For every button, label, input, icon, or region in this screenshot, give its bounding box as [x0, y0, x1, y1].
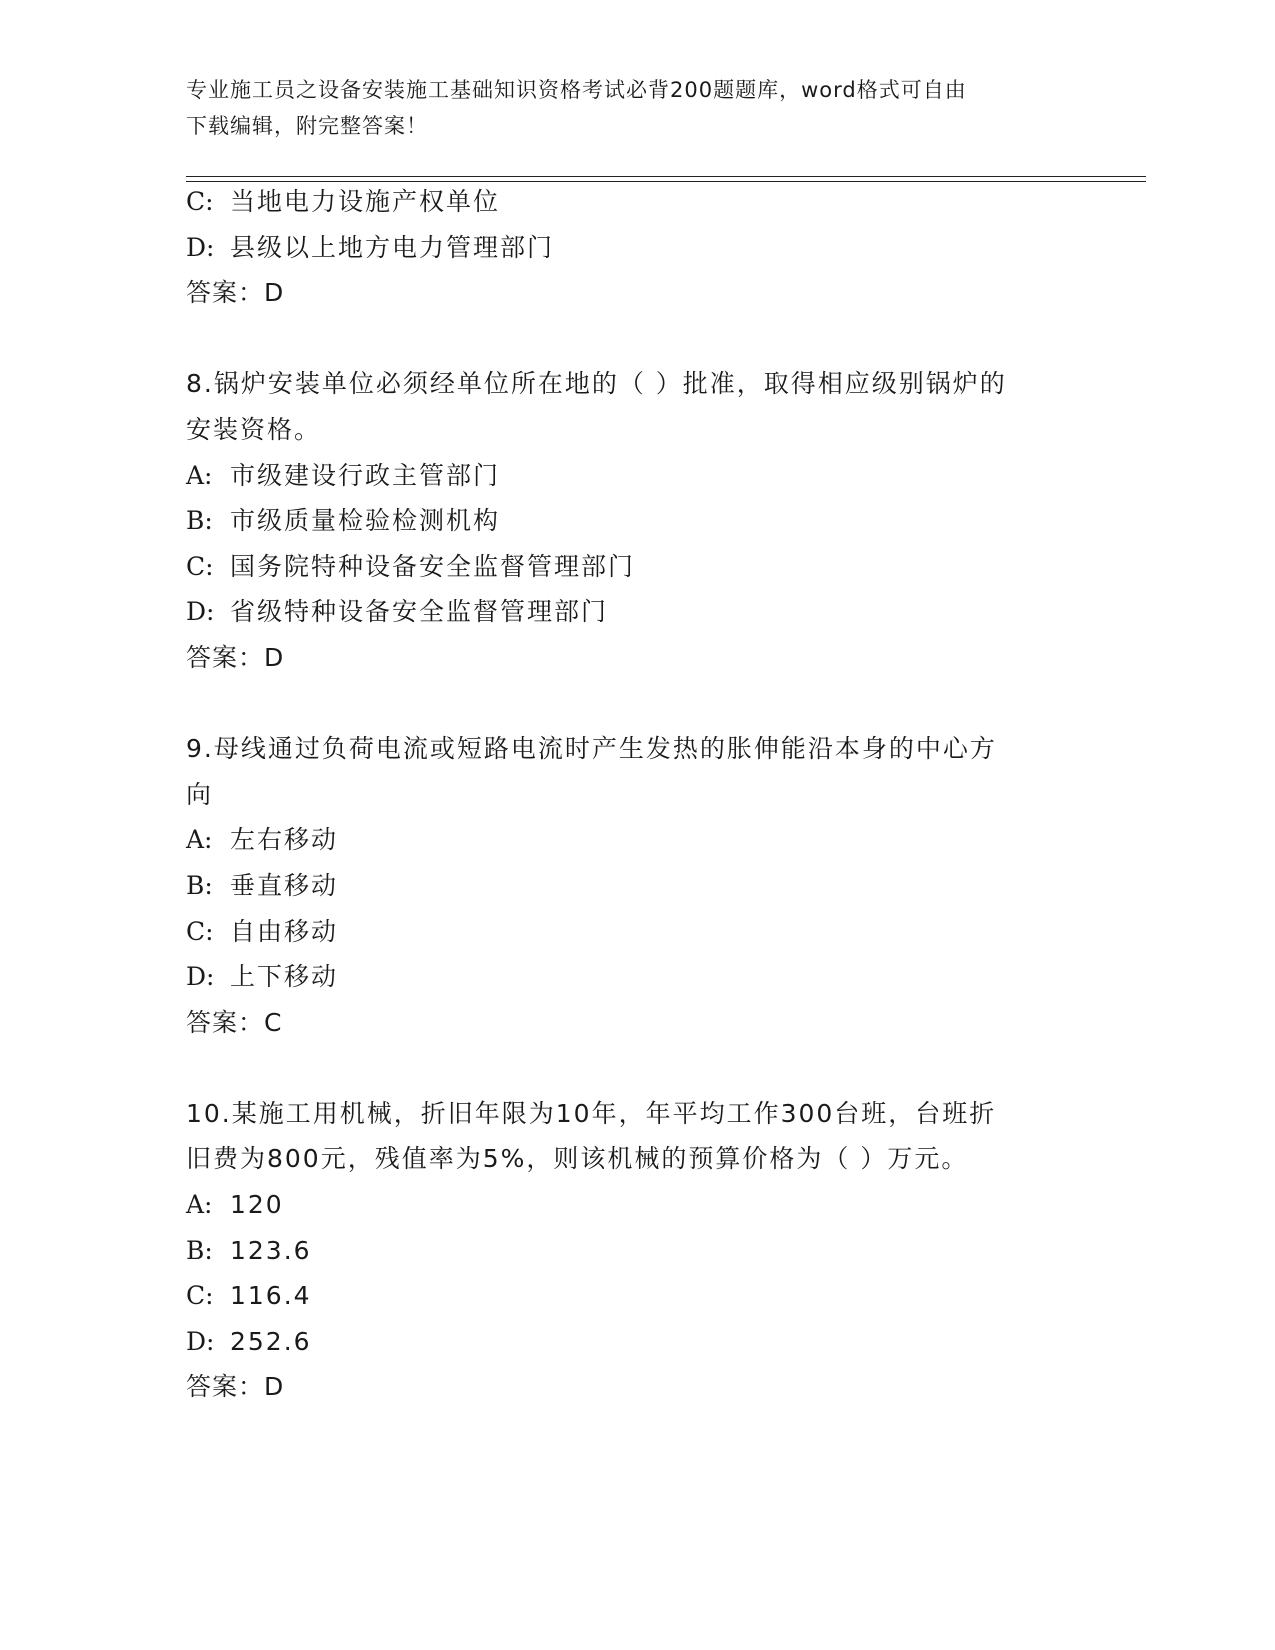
question-stem-line: 向 [186, 779, 214, 809]
option-label: B: [186, 506, 213, 536]
answer-line [186, 1000, 1086, 1046]
option-c [186, 909, 1086, 955]
option-b [186, 498, 1086, 544]
option-label: C: [186, 916, 214, 946]
question-9 [186, 726, 1086, 1045]
option-label: C: [186, 551, 214, 581]
option-label: D: [186, 597, 215, 627]
header-line-2: 下载编辑，附完整答案！ [186, 114, 428, 138]
document-header [186, 72, 1066, 144]
header-line-1: 专业施工员之设备安装施工基础知识资格考试必背200题题库，word格式可自由 [186, 78, 967, 102]
answer-value: D [264, 642, 285, 672]
option-label: A: [186, 1190, 213, 1220]
answer-label: 答案： [186, 278, 265, 308]
option-c [186, 179, 1086, 225]
question-stem-line: 10.某施工用机械，折旧年限为10年，年平均工作300台班，台班折 [186, 1098, 997, 1128]
option-text: 市级质量检验检测机构 [230, 506, 501, 536]
option-text: 自由移动 [230, 916, 339, 946]
answer-label: 答案： [186, 1007, 265, 1037]
option-d [186, 589, 1086, 635]
option-label: D: [186, 962, 215, 992]
option-text: 120 [230, 1190, 284, 1220]
option-text: 国务院特种设备安全监督管理部门 [230, 551, 636, 581]
question-8 [186, 361, 1086, 680]
question-stem-line: 安装资格。 [186, 414, 322, 444]
answer-line [186, 635, 1086, 681]
option-label: B: [186, 1235, 213, 1265]
option-text: 当地电力设施产权单位 [230, 187, 501, 216]
option-text: 123.6 [230, 1235, 312, 1265]
option-text: 左右移动 [230, 825, 339, 855]
option-a [186, 817, 1086, 863]
option-text: 市级建设行政主管部门 [230, 460, 501, 490]
option-c [186, 1273, 1086, 1319]
option-c [186, 544, 1086, 590]
option-a [186, 453, 1086, 499]
question-stem-line: 9.母线通过负荷电流或短路电流时产生发热的胀伸能沿本身的中心方 [186, 734, 997, 764]
answer-label: 答案： [186, 642, 265, 672]
answer-value: D [264, 278, 285, 308]
question-stem-line: 8.锅炉安装单位必须经单位所在地的（ ）批准，取得相应级别锅炉的 [186, 369, 1007, 399]
option-b [186, 1228, 1086, 1274]
option-text: 垂直移动 [230, 870, 339, 900]
option-d [186, 1319, 1086, 1365]
option-a [186, 1182, 1086, 1228]
option-text: 县级以上地方电力管理部门 [230, 232, 555, 262]
option-label: D: [186, 1326, 215, 1356]
option-text: 116.4 [230, 1281, 312, 1311]
answer-value: C [264, 1007, 283, 1037]
answer-line [186, 270, 1086, 316]
option-label: C: [186, 187, 214, 216]
option-text: 上下移动 [230, 962, 339, 992]
option-text: 252.6 [230, 1326, 312, 1356]
answer-line [186, 1364, 1086, 1410]
question-10 [186, 1091, 1086, 1410]
answer-label: 答案： [186, 1372, 265, 1402]
option-label: A: [186, 825, 213, 855]
header-rule-top [186, 176, 1146, 177]
option-text: 省级特种设备安全监督管理部门 [230, 597, 609, 627]
option-label: B: [186, 870, 213, 900]
option-b [186, 863, 1086, 909]
option-label: A: [186, 460, 213, 490]
option-label: D: [186, 232, 215, 262]
question-content [186, 179, 1086, 1410]
question-stem-line: 旧费为800元，残值率为5%，则该机械的预算价格为（ ）万元。 [186, 1144, 969, 1174]
answer-value: D [264, 1372, 285, 1402]
option-label: C: [186, 1281, 214, 1311]
option-d [186, 954, 1086, 1000]
option-d [186, 225, 1086, 271]
